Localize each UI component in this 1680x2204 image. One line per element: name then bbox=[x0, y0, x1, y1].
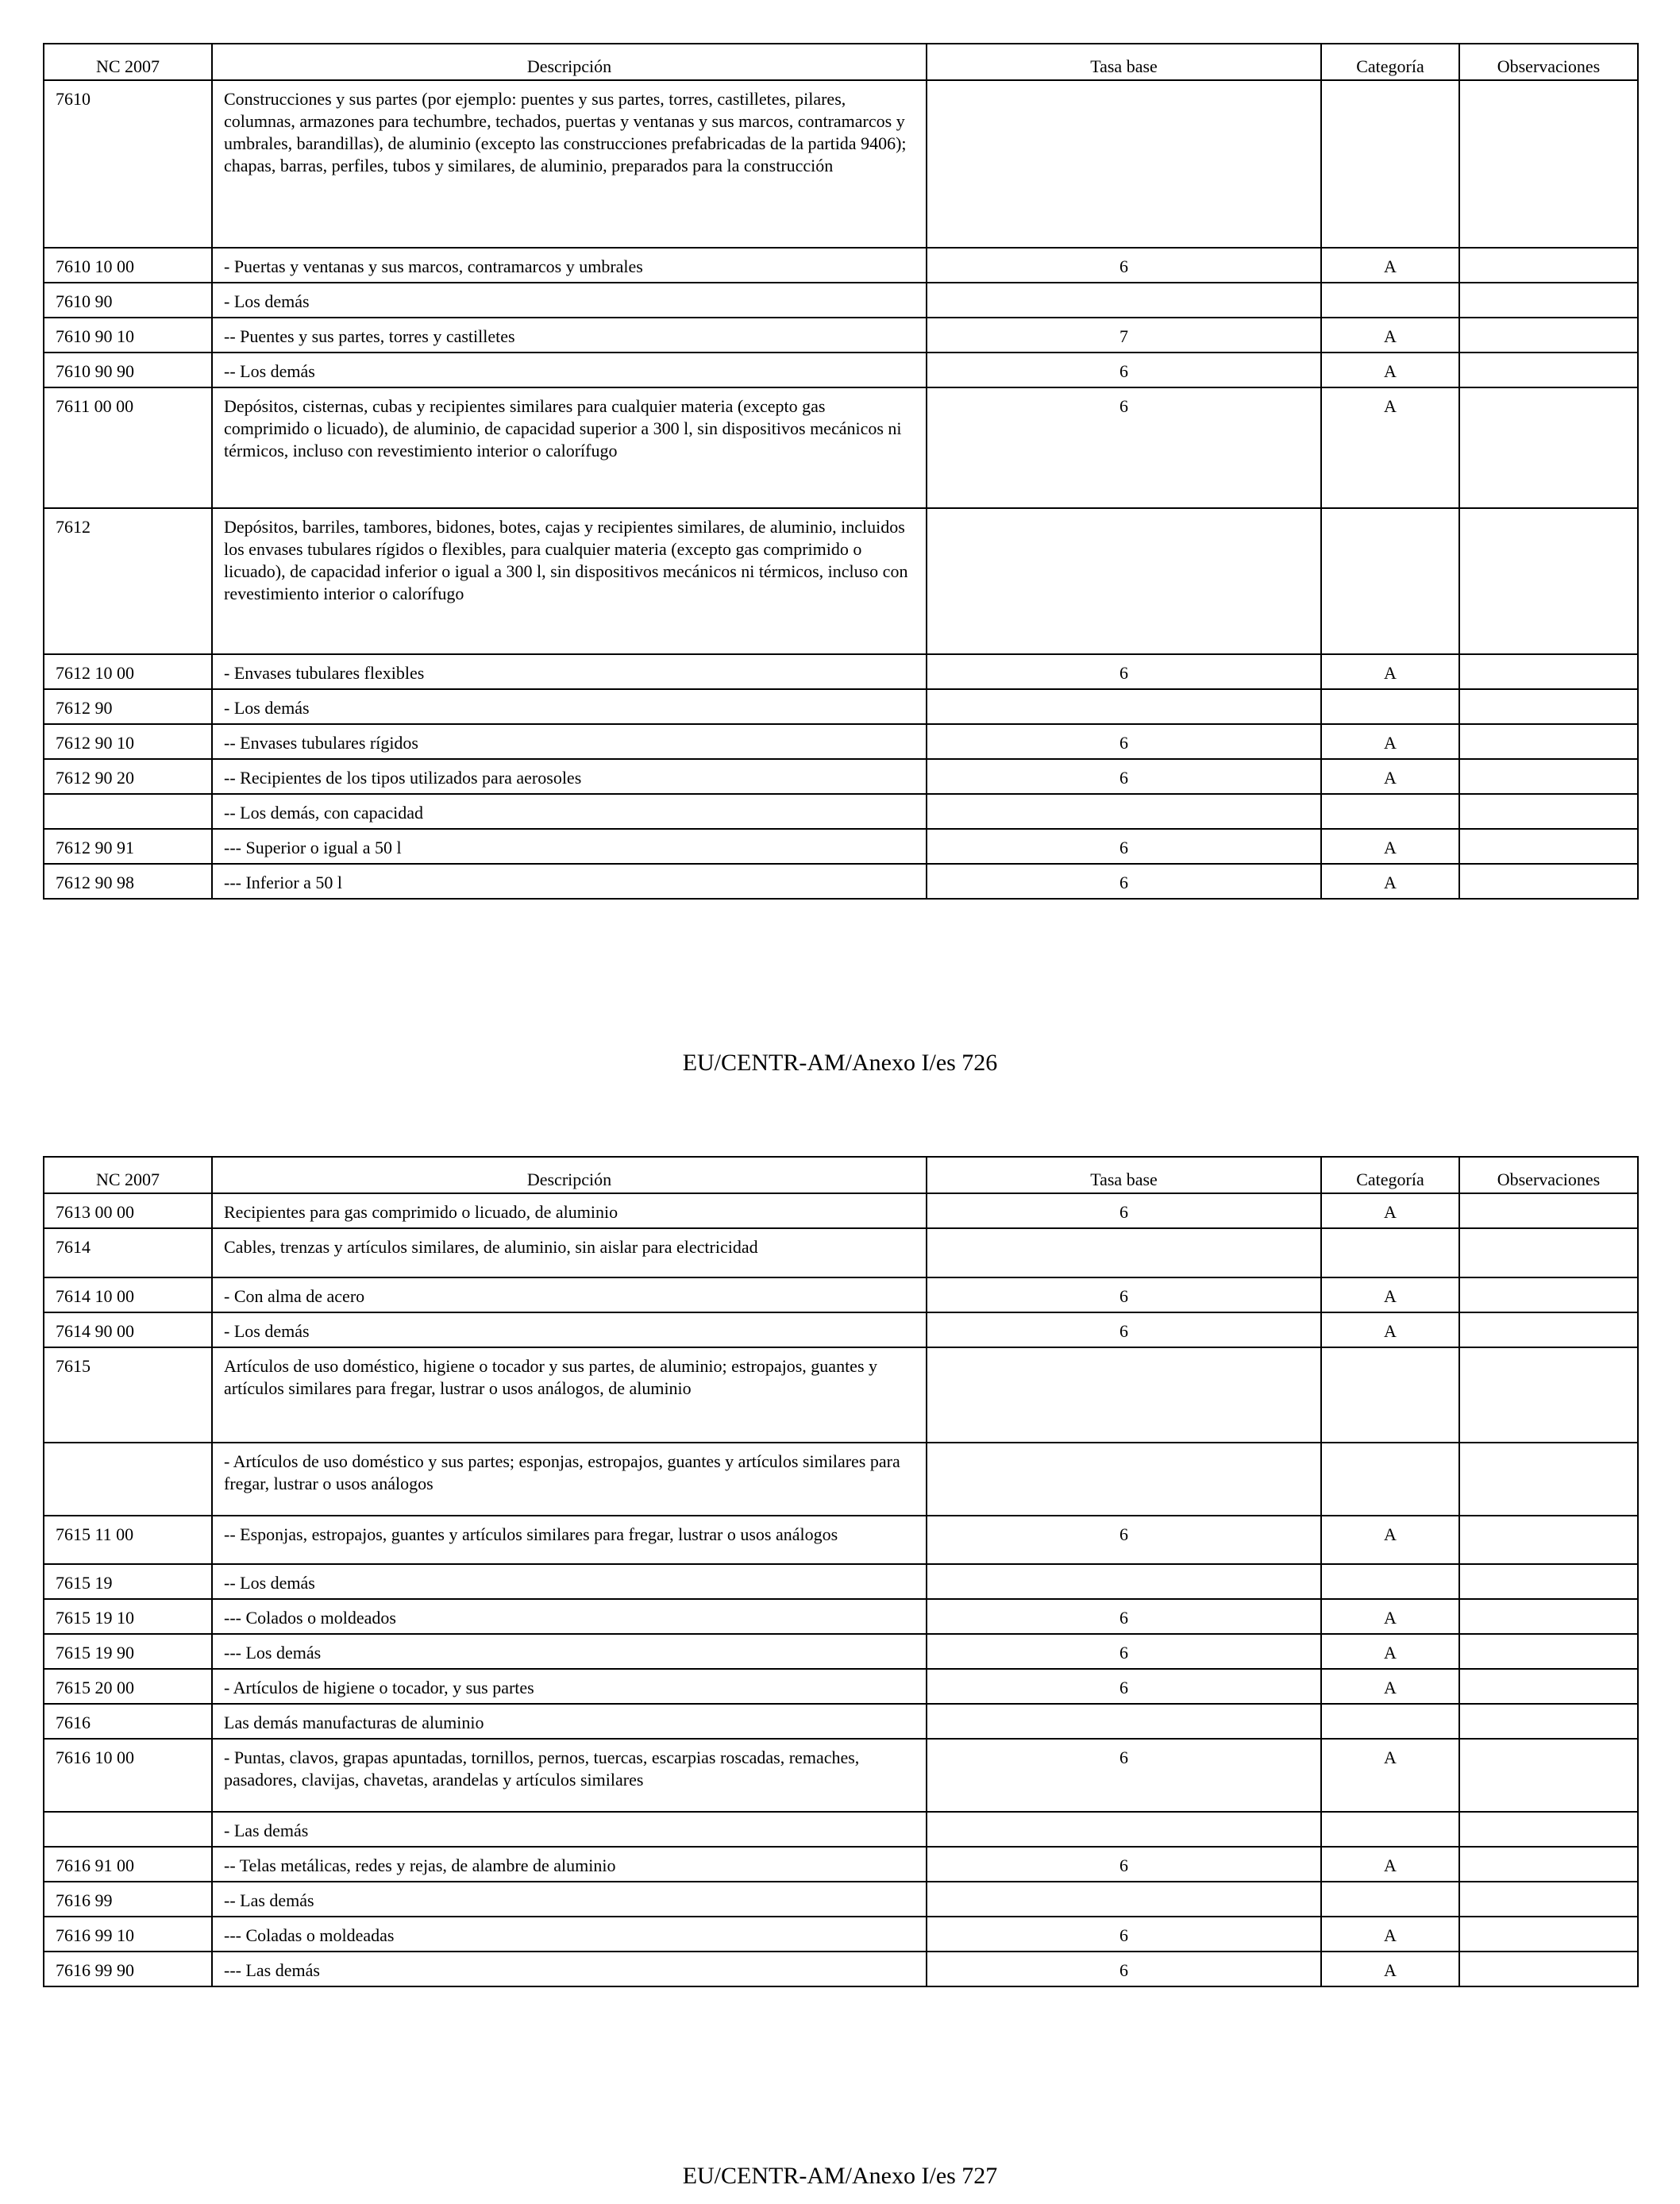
table-row bbox=[44, 508, 1638, 654]
nc-code: 7612 90 91 bbox=[44, 829, 212, 864]
nc-code bbox=[44, 1812, 212, 1847]
header-category: Categoría bbox=[1321, 1157, 1459, 1193]
observations bbox=[1459, 1704, 1638, 1739]
observations bbox=[1459, 1347, 1638, 1443]
table-row bbox=[44, 689, 1638, 724]
nc-code: 7612 10 00 bbox=[44, 654, 212, 689]
category: A bbox=[1321, 1516, 1459, 1564]
category: A bbox=[1321, 1917, 1459, 1952]
base-rate: 6 bbox=[927, 759, 1321, 794]
description: - Artículos de higiene o tocador, y sus partes bbox=[212, 1669, 927, 1704]
base-rate: 6 bbox=[927, 654, 1321, 689]
observations bbox=[1459, 1739, 1638, 1812]
nc-code: 7615 19 90 bbox=[44, 1634, 212, 1669]
nc-code: 7611 00 00 bbox=[44, 387, 212, 508]
base-rate: 6 bbox=[927, 1599, 1321, 1634]
nc-code: 7615 20 00 bbox=[44, 1669, 212, 1704]
nc-code: 7610 10 00 bbox=[44, 248, 212, 283]
category bbox=[1321, 1812, 1459, 1847]
nc-code: 7612 90 98 bbox=[44, 864, 212, 899]
header-description: Descripción bbox=[212, 44, 927, 80]
description: -- Recipientes de los tipos utilizados para aerosoles bbox=[212, 759, 927, 794]
description: --- Inferior a 50 l bbox=[212, 864, 927, 899]
header-row bbox=[44, 1157, 1638, 1193]
table-row bbox=[44, 654, 1638, 689]
observations bbox=[1459, 1669, 1638, 1704]
category bbox=[1321, 1228, 1459, 1277]
table-row bbox=[44, 759, 1638, 794]
observations bbox=[1459, 283, 1638, 318]
description: -- Los demás bbox=[212, 1564, 927, 1599]
nc-code: 7613 00 00 bbox=[44, 1193, 212, 1228]
base-rate: 6 bbox=[927, 1277, 1321, 1312]
category: A bbox=[1321, 1669, 1459, 1704]
nc-code: 7610 90 10 bbox=[44, 318, 212, 353]
table-row bbox=[44, 1347, 1638, 1443]
nc-code: 7614 90 00 bbox=[44, 1312, 212, 1347]
category: A bbox=[1321, 248, 1459, 283]
category bbox=[1321, 508, 1459, 654]
category: A bbox=[1321, 829, 1459, 864]
base-rate bbox=[927, 1704, 1321, 1739]
observations bbox=[1459, 1917, 1638, 1952]
description: -- Los demás, con capacidad bbox=[212, 794, 927, 829]
description: Artículos de uso doméstico, higiene o tocador y sus partes, de aluminio; estropajos, guantes y artículos similares para fregar, lustrar o usos análogos, de aluminio bbox=[212, 1347, 927, 1443]
header-base-rate: Tasa base bbox=[927, 1157, 1321, 1193]
category: A bbox=[1321, 654, 1459, 689]
base-rate bbox=[927, 1564, 1321, 1599]
base-rate bbox=[927, 1228, 1321, 1277]
table-row bbox=[44, 794, 1638, 829]
table-row bbox=[44, 829, 1638, 864]
table-row bbox=[44, 1917, 1638, 1952]
description: --- Los demás bbox=[212, 1634, 927, 1669]
nc-code: 7616 10 00 bbox=[44, 1739, 212, 1812]
table-row bbox=[44, 283, 1638, 318]
observations bbox=[1459, 1228, 1638, 1277]
base-rate: 6 bbox=[927, 1917, 1321, 1952]
header-nc: NC 2007 bbox=[44, 44, 212, 80]
table-row bbox=[44, 1812, 1638, 1847]
category: A bbox=[1321, 724, 1459, 759]
category: A bbox=[1321, 1312, 1459, 1347]
description: Cables, trenzas y artículos similares, de aluminio, sin aislar para electricidad bbox=[212, 1228, 927, 1277]
nc-code: 7616 99 90 bbox=[44, 1952, 212, 1986]
nc-code: 7616 bbox=[44, 1704, 212, 1739]
observations bbox=[1459, 1634, 1638, 1669]
table-row bbox=[44, 1634, 1638, 1669]
observations bbox=[1459, 1812, 1638, 1847]
category: A bbox=[1321, 387, 1459, 508]
category: A bbox=[1321, 1634, 1459, 1669]
nc-code: 7612 bbox=[44, 508, 212, 654]
description: --- Las demás bbox=[212, 1952, 927, 1986]
observations bbox=[1459, 387, 1638, 508]
category: A bbox=[1321, 1739, 1459, 1812]
base-rate: 6 bbox=[927, 724, 1321, 759]
observations bbox=[1459, 654, 1638, 689]
description: -- Esponjas, estropajos, guantes y artículos similares para fregar, lustrar o usos análogos bbox=[212, 1516, 927, 1564]
base-rate: 6 bbox=[927, 248, 1321, 283]
category: A bbox=[1321, 318, 1459, 353]
category bbox=[1321, 1347, 1459, 1443]
base-rate bbox=[927, 794, 1321, 829]
base-rate bbox=[927, 80, 1321, 248]
header-observations: Observaciones bbox=[1459, 1157, 1638, 1193]
description: -- Las demás bbox=[212, 1882, 927, 1917]
category: A bbox=[1321, 1277, 1459, 1312]
description: --- Colados o moldeados bbox=[212, 1599, 927, 1634]
table-row bbox=[44, 1443, 1638, 1516]
category: A bbox=[1321, 1599, 1459, 1634]
base-rate: 6 bbox=[927, 1847, 1321, 1882]
description: -- Puentes y sus partes, torres y castilletes bbox=[212, 318, 927, 353]
nc-code: 7615 19 10 bbox=[44, 1599, 212, 1634]
header-description: Descripción bbox=[212, 1157, 927, 1193]
category: A bbox=[1321, 1952, 1459, 1986]
page-footer: EU/CENTR-AM/Anexo I/es 726 bbox=[682, 1050, 998, 1076]
category: A bbox=[1321, 864, 1459, 899]
observations bbox=[1459, 248, 1638, 283]
description: - Puertas y ventanas y sus marcos, contramarcos y umbrales bbox=[212, 248, 927, 283]
base-rate bbox=[927, 1443, 1321, 1516]
header-row bbox=[44, 44, 1638, 80]
table-row bbox=[44, 1599, 1638, 1634]
observations bbox=[1459, 1193, 1638, 1228]
base-rate bbox=[927, 1812, 1321, 1847]
base-rate: 6 bbox=[927, 1669, 1321, 1704]
nc-code: 7614 bbox=[44, 1228, 212, 1277]
category bbox=[1321, 1882, 1459, 1917]
base-rate: 6 bbox=[927, 1634, 1321, 1669]
base-rate: 6 bbox=[927, 829, 1321, 864]
nc-code: 7612 90 10 bbox=[44, 724, 212, 759]
base-rate: 6 bbox=[927, 353, 1321, 387]
observations bbox=[1459, 864, 1638, 899]
observations bbox=[1459, 1952, 1638, 1986]
category bbox=[1321, 80, 1459, 248]
nc-code: 7616 91 00 bbox=[44, 1847, 212, 1882]
description: - Los demás bbox=[212, 689, 927, 724]
observations bbox=[1459, 1516, 1638, 1564]
base-rate bbox=[927, 1347, 1321, 1443]
category bbox=[1321, 283, 1459, 318]
table-row bbox=[44, 1277, 1638, 1312]
observations bbox=[1459, 80, 1638, 248]
table-row bbox=[44, 248, 1638, 283]
category bbox=[1321, 1443, 1459, 1516]
observations bbox=[1459, 1277, 1638, 1312]
table-row bbox=[44, 80, 1638, 248]
base-rate: 6 bbox=[927, 864, 1321, 899]
table-row bbox=[44, 1564, 1638, 1599]
table-row bbox=[44, 1193, 1638, 1228]
description: -- Los demás bbox=[212, 353, 927, 387]
observations bbox=[1459, 508, 1638, 654]
table-row bbox=[44, 1739, 1638, 1812]
nc-code: 7615 19 bbox=[44, 1564, 212, 1599]
table-row bbox=[44, 724, 1638, 759]
observations bbox=[1459, 1882, 1638, 1917]
description: -- Envases tubulares rígidos bbox=[212, 724, 927, 759]
table-row bbox=[44, 318, 1638, 353]
table-row bbox=[44, 864, 1638, 899]
observations bbox=[1459, 689, 1638, 724]
category: A bbox=[1321, 353, 1459, 387]
category bbox=[1321, 794, 1459, 829]
tariff-table-page-727 bbox=[43, 1156, 1639, 1987]
tariff-table-page-726 bbox=[43, 43, 1639, 900]
header-category: Categoría bbox=[1321, 44, 1459, 80]
category: A bbox=[1321, 1193, 1459, 1228]
description: - Las demás bbox=[212, 1812, 927, 1847]
header-base-rate: Tasa base bbox=[927, 44, 1321, 80]
observations bbox=[1459, 759, 1638, 794]
table-row bbox=[44, 1847, 1638, 1882]
base-rate: 6 bbox=[927, 1952, 1321, 1986]
nc-code bbox=[44, 794, 212, 829]
observations bbox=[1459, 318, 1638, 353]
table-row bbox=[44, 1312, 1638, 1347]
nc-code bbox=[44, 1443, 212, 1516]
nc-code: 7614 10 00 bbox=[44, 1277, 212, 1312]
base-rate: 6 bbox=[927, 1193, 1321, 1228]
description: Depósitos, barriles, tambores, bidones, botes, cajas y recipientes similares, de aluminio, incluidos los envases tubulares rígidos o flexibles, para cualquier materia (excepto gas comprimido o licuado), de capacidad inferior o igual a 300 l, sin dispositivos mecánicos ni térmicos, incluso con revestimiento interior o calorífugo bbox=[212, 508, 927, 654]
description: - Envases tubulares flexibles bbox=[212, 654, 927, 689]
table-row bbox=[44, 1952, 1638, 1986]
table-row bbox=[44, 387, 1638, 508]
table-row bbox=[44, 1228, 1638, 1277]
table-row bbox=[44, 1704, 1638, 1739]
nc-code: 7615 11 00 bbox=[44, 1516, 212, 1564]
category bbox=[1321, 1704, 1459, 1739]
table-row bbox=[44, 1516, 1638, 1564]
nc-code: 7610 bbox=[44, 80, 212, 248]
table-row bbox=[44, 1669, 1638, 1704]
description: - Los demás bbox=[212, 283, 927, 318]
observations bbox=[1459, 1847, 1638, 1882]
nc-code: 7612 90 bbox=[44, 689, 212, 724]
nc-code: 7612 90 20 bbox=[44, 759, 212, 794]
nc-code: 7615 bbox=[44, 1347, 212, 1443]
observations bbox=[1459, 724, 1638, 759]
category: A bbox=[1321, 759, 1459, 794]
description: --- Coladas o moldeadas bbox=[212, 1917, 927, 1952]
header-nc: NC 2007 bbox=[44, 1157, 212, 1193]
nc-code: 7616 99 bbox=[44, 1882, 212, 1917]
page-footer: EU/CENTR-AM/Anexo I/es 727 bbox=[682, 2163, 998, 2189]
base-rate: 6 bbox=[927, 1516, 1321, 1564]
observations bbox=[1459, 1443, 1638, 1516]
base-rate: 6 bbox=[927, 1312, 1321, 1347]
observations bbox=[1459, 1599, 1638, 1634]
header-observations: Observaciones bbox=[1459, 44, 1638, 80]
category bbox=[1321, 1564, 1459, 1599]
description: - Artículos de uso doméstico y sus partes; esponjas, estropajos, guantes y artículos similares para fregar, lustrar o usos análogos bbox=[212, 1443, 927, 1516]
description: --- Superior o igual a 50 l bbox=[212, 829, 927, 864]
description: - Los demás bbox=[212, 1312, 927, 1347]
observations bbox=[1459, 829, 1638, 864]
observations bbox=[1459, 353, 1638, 387]
description: - Con alma de acero bbox=[212, 1277, 927, 1312]
base-rate bbox=[927, 1882, 1321, 1917]
description: Depósitos, cisternas, cubas y recipientes similares para cualquier materia (excepto gas comprimido o licuado), de aluminio, de capacidad superior a 300 l, sin dispositivos mecánicos ni térmicos, incluso con revestimiento interior o calorífugo bbox=[212, 387, 927, 508]
observations bbox=[1459, 1312, 1638, 1347]
description: Las demás manufacturas de aluminio bbox=[212, 1704, 927, 1739]
nc-code: 7610 90 90 bbox=[44, 353, 212, 387]
base-rate bbox=[927, 508, 1321, 654]
description: Construcciones y sus partes (por ejemplo: puentes y sus partes, torres, castilletes, pilares, columnas, armazones para techumbre, techados, puertas y ventanas y sus marcos, contramarcos y umbrales, barandillas), de aluminio (excepto las construcciones prefabricadas de la partida 9406); chapas, barras, perfiles, tubos y similares, de aluminio, preparados para la construcción bbox=[212, 80, 927, 248]
base-rate: 6 bbox=[927, 1739, 1321, 1812]
table-row bbox=[44, 1882, 1638, 1917]
category: A bbox=[1321, 1847, 1459, 1882]
description: Recipientes para gas comprimido o licuado, de aluminio bbox=[212, 1193, 927, 1228]
base-rate: 6 bbox=[927, 387, 1321, 508]
observations bbox=[1459, 1564, 1638, 1599]
category bbox=[1321, 689, 1459, 724]
table-row bbox=[44, 353, 1638, 387]
nc-code: 7610 90 bbox=[44, 283, 212, 318]
base-rate: 7 bbox=[927, 318, 1321, 353]
base-rate bbox=[927, 283, 1321, 318]
description: -- Telas metálicas, redes y rejas, de alambre de aluminio bbox=[212, 1847, 927, 1882]
description: - Puntas, clavos, grapas apuntadas, tornillos, pernos, tuercas, escarpias roscadas, remaches, pasadores, clavijas, chavetas, arandelas y artículos similares bbox=[212, 1739, 927, 1812]
observations bbox=[1459, 794, 1638, 829]
base-rate bbox=[927, 689, 1321, 724]
nc-code: 7616 99 10 bbox=[44, 1917, 212, 1952]
